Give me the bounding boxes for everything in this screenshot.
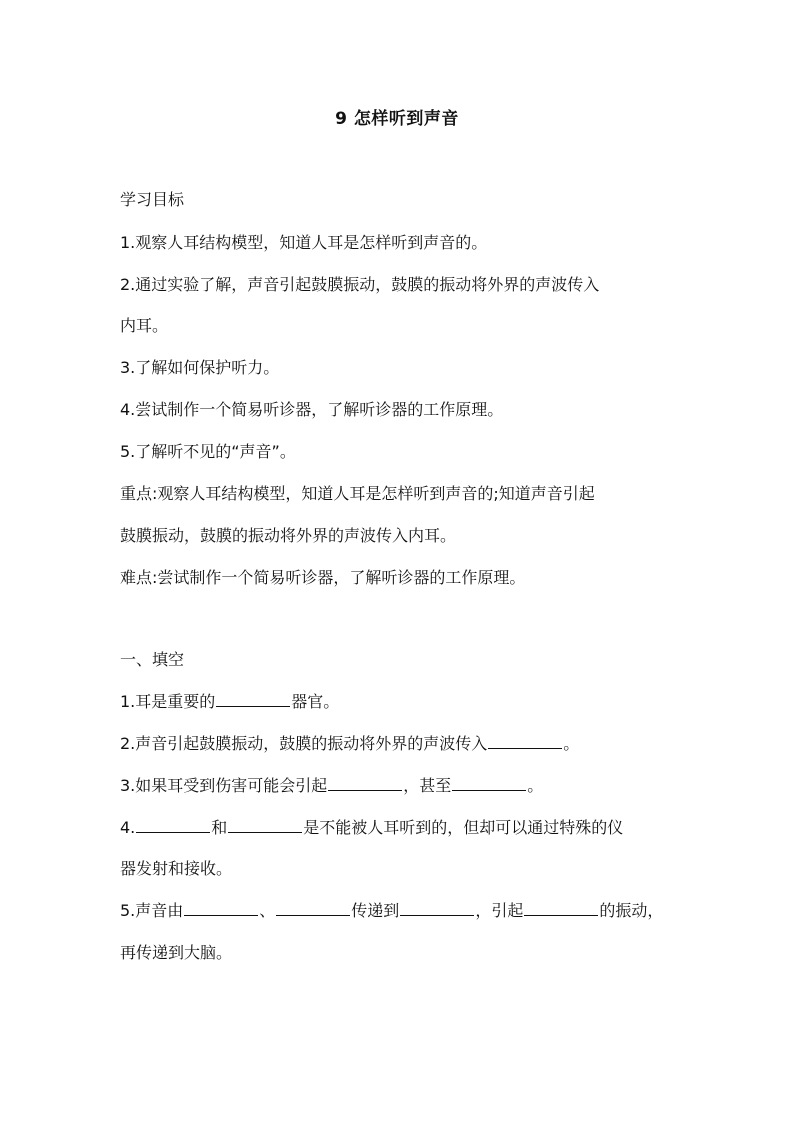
objectives-heading: 学习目标 [120, 190, 185, 209]
question-text: 4. [120, 818, 136, 837]
question-4 [120, 816, 690, 840]
question-text: ，引起 [475, 901, 524, 920]
question-5 [120, 899, 690, 923]
fill-blank-heading: 一、填空 [120, 650, 185, 669]
answer-blank[interactable] [216, 690, 290, 707]
question-text: 5.声音由 [120, 901, 184, 920]
question-3 [120, 774, 690, 798]
objective-item: 2.通过实验了解，声音引起鼓膜振动，鼓膜的振动将外界的声波传入 [120, 275, 600, 294]
objective-item: 3.了解如何保护听力。 [120, 358, 280, 377]
question-2 [120, 732, 690, 756]
question-text: 器官。 [291, 692, 340, 711]
key-point-continued: 鼓膜振动，鼓膜的振动将外界的声波传入内耳。 [120, 526, 457, 545]
question-text: 2.声音引起鼓膜振动，鼓膜的振动将外界的声波传入 [120, 734, 488, 753]
question-text: 的振动， [599, 901, 664, 920]
question-text: 3.如果耳受到伤害可能会引起 [120, 776, 328, 795]
question-text: 1.耳是重要的 [120, 692, 216, 711]
key-point: 重点:观察人耳结构模型，知道人耳是怎样听到声音的;知道声音引起 [120, 484, 595, 503]
answer-blank[interactable] [524, 899, 598, 916]
objective-item: 4.尝试制作一个简易听诊器，了解听诊器的工作原理。 [120, 400, 504, 419]
question-1 [120, 690, 690, 714]
page-title: 9 怎样听到声音 [335, 109, 459, 129]
objective-item: 1.观察人耳结构模型，知道人耳是怎样听到声音的。 [120, 233, 488, 252]
answer-blank[interactable] [400, 899, 474, 916]
question-text: 是不能被人耳听到的，但却可以通过特殊的仪 [303, 818, 624, 837]
difficulty-point: 难点:尝试制作一个简易听诊器，了解听诊器的工作原理。 [120, 568, 526, 587]
objective-item: 5.了解听不见的“声音”。 [120, 442, 296, 461]
question-4-continued: 器发射和接收。 [120, 859, 233, 878]
answer-blank[interactable] [452, 774, 526, 791]
answer-blank[interactable] [488, 732, 562, 749]
question-5-continued: 再传递到大脑。 [120, 943, 233, 962]
question-text: ，甚至 [403, 776, 452, 795]
answer-blank[interactable] [328, 774, 402, 791]
answer-blank[interactable] [228, 816, 302, 833]
answer-blank[interactable] [276, 899, 350, 916]
question-text: 。 [527, 776, 544, 795]
question-text: 、 [259, 901, 276, 920]
answer-blank[interactable] [184, 899, 258, 916]
question-text: 和 [211, 818, 228, 837]
question-text: 。 [563, 734, 580, 753]
answer-blank[interactable] [136, 816, 210, 833]
objective-item-continued: 内耳。 [120, 316, 169, 335]
question-text: 传递到 [351, 901, 400, 920]
